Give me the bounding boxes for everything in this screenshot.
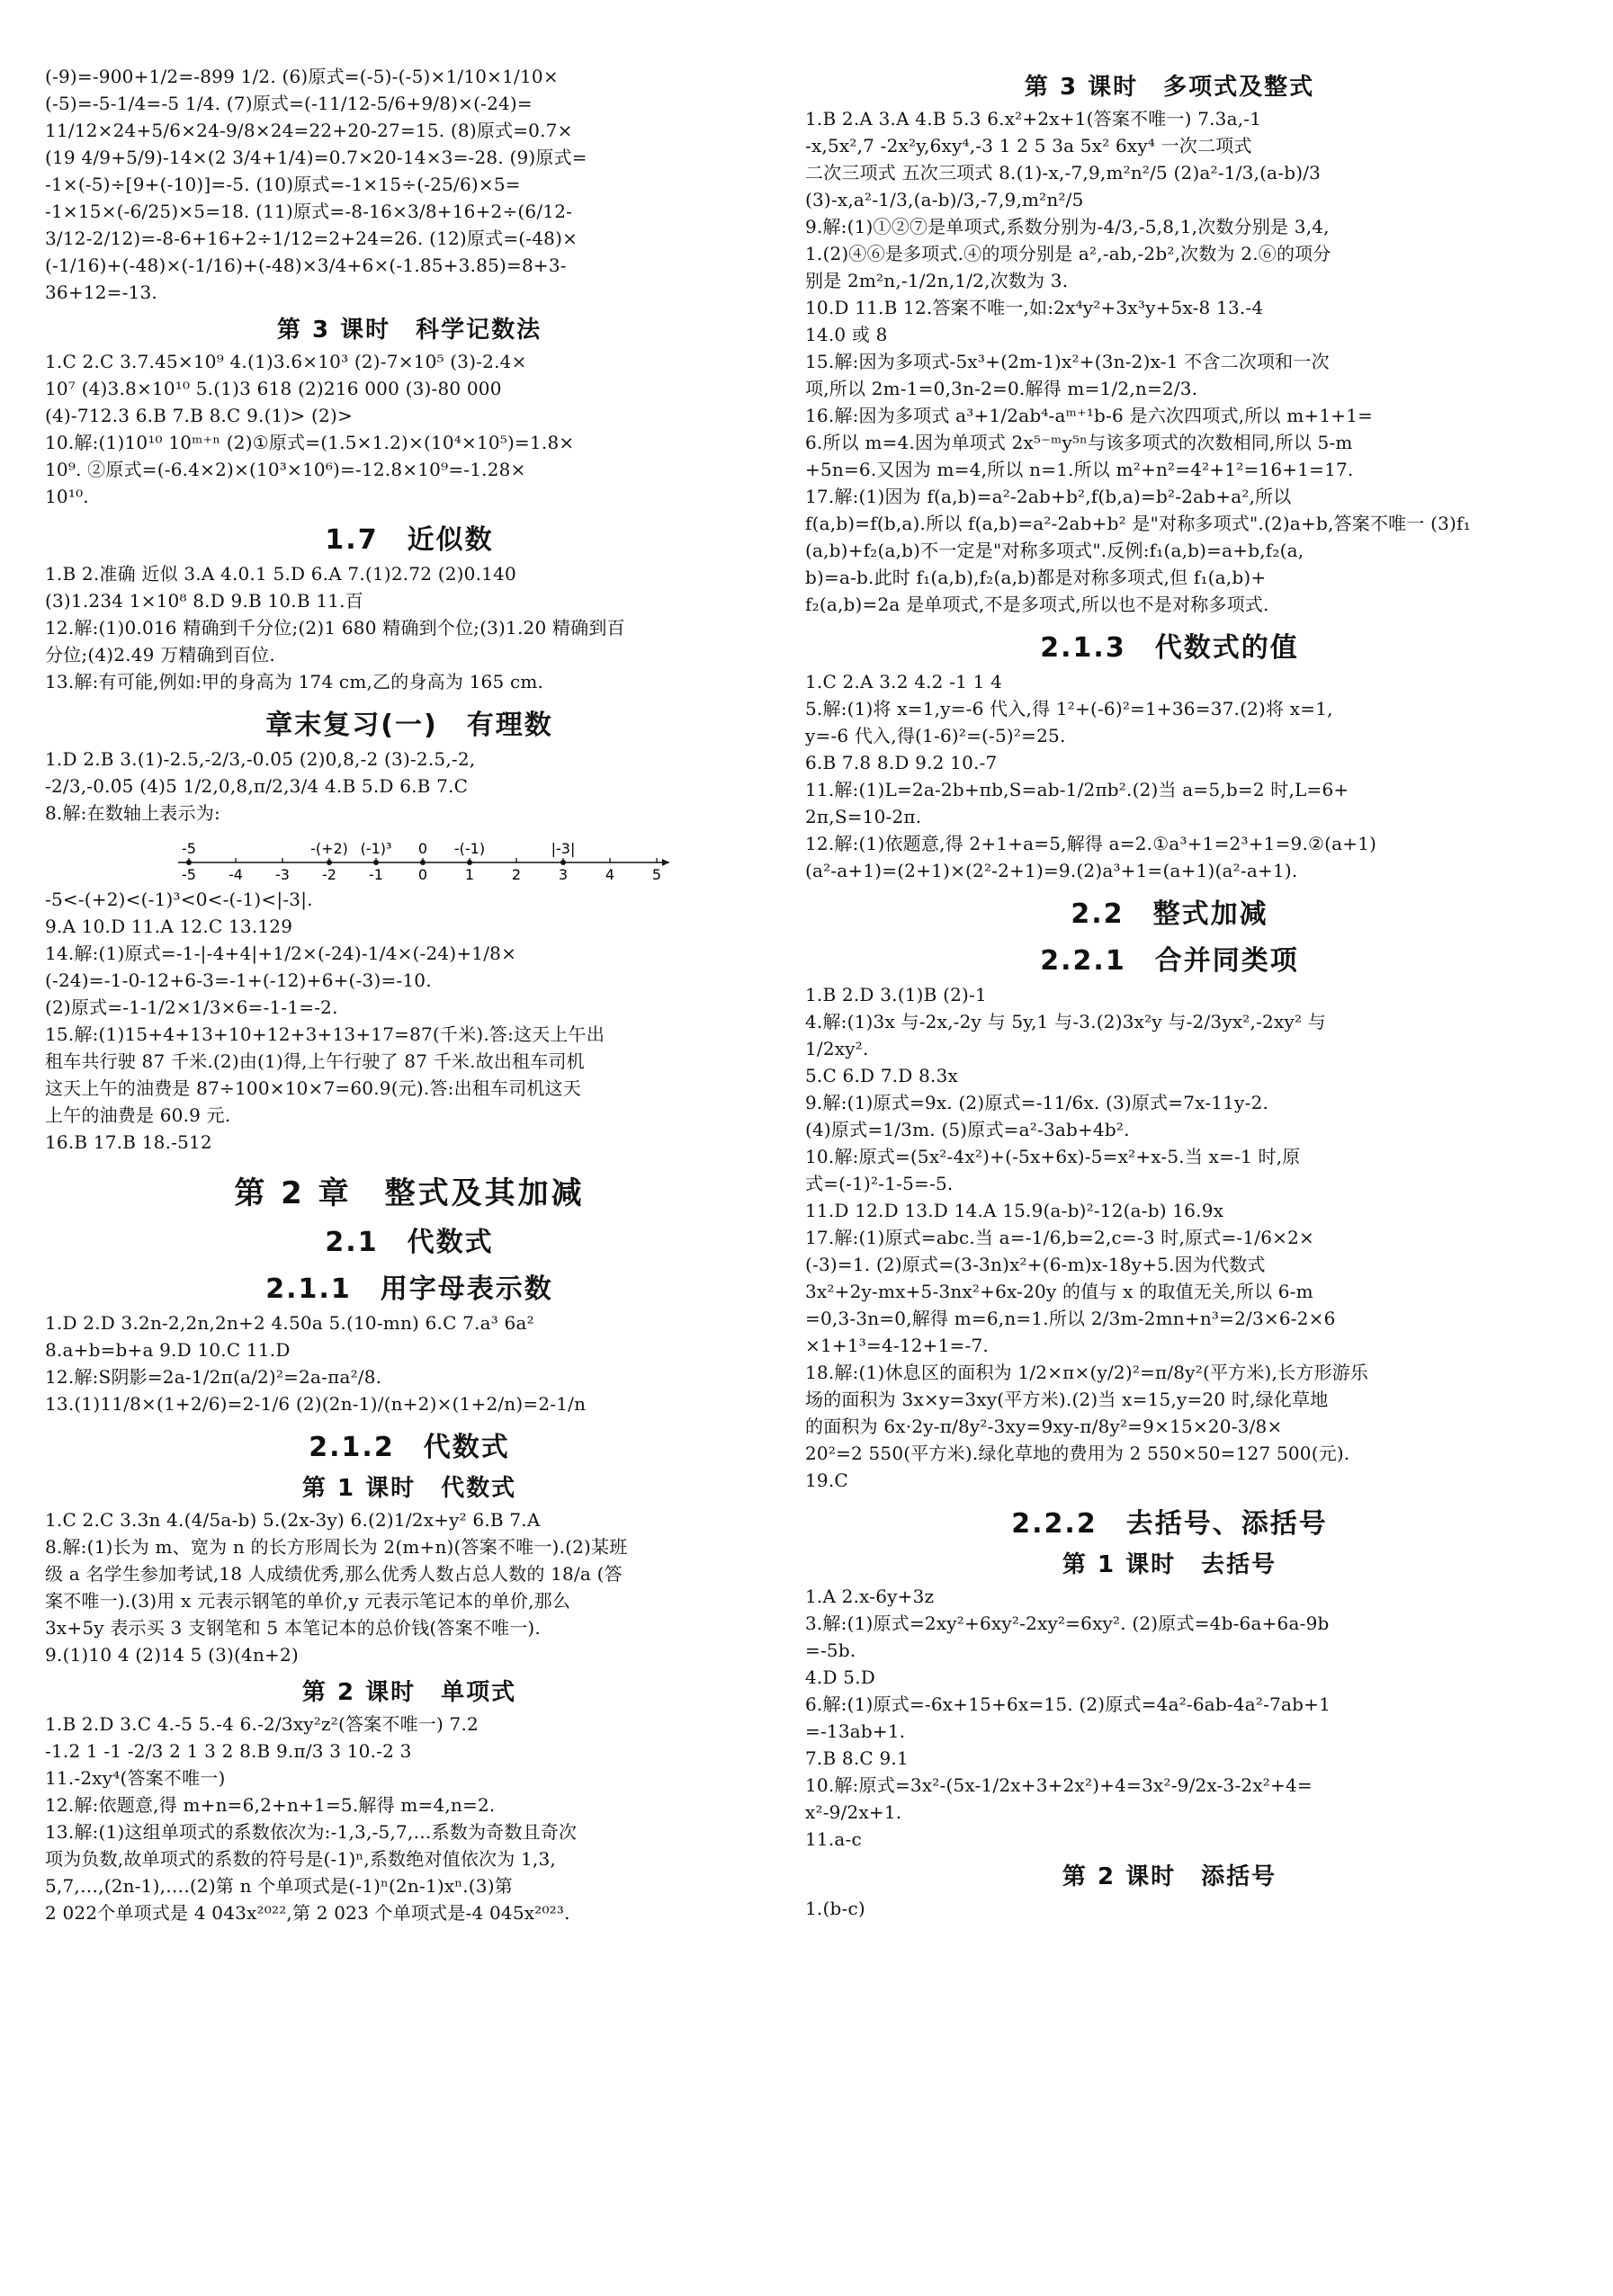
answer-line: 16.B 17.B 18.-512 xyxy=(45,1131,212,1153)
answer-line: 9.A 10.D 11.A 12.C 13.129 xyxy=(45,916,293,937)
answer-line: 10⁹. ②原式=(-6.4×2)×(10³×10⁶)=-12.8×10⁹=-1.28× xyxy=(45,459,526,480)
answer-line: 8.解:(1)长为 m、宽为 n 的长方形周长为 2(m+n)(答案不唯一).(2)某班 xyxy=(45,1536,628,1558)
answer-line: -1.2 1 -1 -2/3 2 1 3 2 8.B 9.π/3 3 10.-2 3 xyxy=(45,1740,412,1762)
section-heading: 第 1 课时 代数式 xyxy=(301,1475,517,1502)
answer-line: 1.C 2.C 3.3n 4.(4/5a-b) 5.(2x-3y) 6.(2)1/2x+y² 6.B 7.A xyxy=(45,1509,541,1531)
answer-line: 16.解:因为多项式 a³+1/2ab⁴-aᵐ⁺¹b-6 是六次四项式,所以 m+1+1= xyxy=(805,405,1374,426)
answer-line: 1.B 2.D 3.C 4.-5 5.-4 6.-2/3xy²z²(答案不唯一) 7.2 xyxy=(45,1713,479,1735)
answer-line: (a²-a+1)=(2+1)×(2²-2+1)=9.(2)a³+1=(a+1)(a²-a+1). xyxy=(805,860,1298,881)
answer-line: 场的面积为 3x×y=3xy(平方米).(2)当 x=15,y=20 时,绿化草地 xyxy=(805,1389,1329,1410)
answer-line: 10.D 11.B 12.答案不唯一,如:2x⁴y²+3x³y+5x-8 13.-4 xyxy=(805,297,1264,318)
answer-line: 10.解:(1)10¹⁰ 10ᵐ⁺ⁿ (2)①原式=(1.5×1.2)×(10⁴×10⁵)=1.8× xyxy=(45,432,575,453)
answer-line: 1.B 2.D 3.(1)B (2)-1 xyxy=(805,984,987,1005)
number-line-tick-label: 1 xyxy=(464,866,475,883)
section-heading: 2.1.3 代数式的值 xyxy=(1040,632,1299,664)
answer-line: 3.解:(1)原式=2xy²+6xy²-2xy²=6xy². (2)原式=4b-6a+6a-9b xyxy=(805,1613,1330,1634)
answer-line: 式=(-1)²-1-5=-5. xyxy=(805,1173,954,1194)
answer-line: f(a,b)=f(b,a).所以 f(a,b)=a²-2ab+b² 是"对称多项式".(2)a+b,答案不唯一 (3)f₁ xyxy=(805,513,1471,534)
answer-line: 10⁷ (4)3.8×10¹⁰ 5.(1)3 618 (2)216 000 (3)-80 000 xyxy=(45,378,502,399)
answer-line: 上午的油费是 60.9 元. xyxy=(45,1104,231,1126)
answer-line: 10.解:原式=(5x²-4x²)+(-5x+6x)-5=x²+x-5.当 x=-1 时,原 xyxy=(805,1146,1301,1167)
answer-line: +5n=6.又因为 m=4,所以 n=1.所以 m²+n²=4²+1²=16+1=17. xyxy=(805,459,1354,480)
answer-line: 1.C 2.A 3.2 4.2 -1 1 4 xyxy=(805,671,1002,692)
answer-line: (-5)=-5-1/4=-5 1/4. (7)原式=(-11/12-5/6+9/8)×(-24)= xyxy=(45,93,533,114)
answer-line: f₂(a,b)=2a 是单项式,不是多项式,所以也不是对称多项式. xyxy=(805,594,1269,615)
answer-line: 14.解:(1)原式=-1-|-4+4|+1/2×(-24)-1/4×(-24)+1/8× xyxy=(45,943,517,964)
number-line xyxy=(171,828,675,884)
answer-line: y=-6 代入,得(1-6)²=(-5)²=25. xyxy=(805,725,1066,746)
answer-line: 11.a-c xyxy=(805,1828,862,1850)
answer-line: 11.-2xy⁴(答案不唯一) xyxy=(45,1767,226,1789)
answer-line: 2 022个单项式是 4 043x²⁰²²,第 2 023 个单项式是-4 045x²⁰²³. xyxy=(45,1902,570,1924)
number-line-point-label: -(-1) xyxy=(453,840,486,857)
answer-line: 6.所以 m=4.因为单项式 2x⁵⁻ᵐy⁵ⁿ与该多项式的次数相同,所以 5-m xyxy=(805,432,1353,453)
answer-line: (3)-x,a²-1/3,(a-b)/3,-7,9,m²n²/5 xyxy=(805,189,1084,210)
answer-line: 别是 2m²n,-1/2n,1/2,次数为 3. xyxy=(805,270,1069,291)
answer-line: b)=a-b.此时 f₁(a,b),f₂(a,b)都是对称多项式,但 f₁(a,b)+ xyxy=(805,567,1267,588)
answer-line: 案不唯一).(3)用 x 元表示钢笔的单价,y 元表示笔记本的单价,那么 xyxy=(45,1590,571,1612)
answer-line: 12.解:(1)依题意,得 2+1+a=5,解得 a=2.①a³+1=2³+1=9.②(a+1) xyxy=(805,833,1377,854)
answer-line: ×1+1³=4-12+1=-7. xyxy=(805,1335,989,1356)
answer-line: (4)-712.3 6.B 7.B 8.C 9.(1)> (2)> xyxy=(45,405,353,426)
answer-line: 13.解:有可能,例如:甲的身高为 174 cm,乙的身高为 165 cm. xyxy=(45,671,544,692)
answer-line: 15.解:(1)15+4+13+10+12+3+13+17=87(千米).答:这天上午出 xyxy=(45,1023,605,1045)
section-heading: 2.2.1 合并同类项 xyxy=(1040,945,1299,977)
answer-line: (4)原式=1/3m. (5)原式=a²-3ab+4b². xyxy=(805,1119,1130,1140)
answer-line: 8.a+b=b+a 9.D 10.C 11.D xyxy=(45,1339,291,1361)
number-line-tick-label: 4 xyxy=(605,866,615,883)
section-heading: 章末复习(一) 有理数 xyxy=(265,710,553,741)
answer-line: 1.C 2.C 3.7.45×10⁹ 4.(1)3.6×10³ (2)-7×10⁵ (3)-2.4× xyxy=(45,351,527,372)
section-heading: 2.2.2 去括号、添括号 xyxy=(1011,1508,1328,1540)
number-line-point xyxy=(186,860,192,865)
answer-line: 11.D 12.D 13.D 14.A 15.9(a-b)²-12(a-b) 16.9x xyxy=(805,1200,1224,1221)
answer-line: 6.B 7.8 8.D 9.2 10.-7 xyxy=(805,752,998,773)
answer-line: 1.B 2.A 3.A 4.B 5.3 6.x²+2x+1(答案不唯一) 7.3a,-1 xyxy=(805,108,1262,130)
answer-line: 租车共行驶 87 千米.(2)由(1)得,上午行驶了 87 千米.故出租车司机 xyxy=(45,1050,585,1072)
answer-line: (3)1.234 1×10⁸ 8.D 9.B 10.B 11.百 xyxy=(45,590,363,612)
answer-line: 项为负数,故单项式的系数的符号是(-1)ⁿ,系数绝对值依次为 1,3, xyxy=(45,1848,556,1870)
section-heading: 1.7 近似数 xyxy=(325,524,494,556)
number-line-point xyxy=(327,860,332,865)
answer-line: (-3)=1. (2)原式=(3-3n)x²+(6-m)x-18y+5.因为代数式 xyxy=(805,1254,1266,1275)
answer-line: 3x+5y 表示买 3 支钢笔和 5 本笔记本的总价钱(答案不唯一). xyxy=(45,1617,541,1639)
number-line-point-label: -(+2) xyxy=(310,840,348,857)
answer-line: -1×(-5)÷[9+(-10)]=-5. (10)原式=-1×15÷(-25/6)×5= xyxy=(45,174,521,195)
section-heading: 第 1 课时 去括号 xyxy=(1062,1551,1277,1578)
answer-line: 20²=2 550(平方米).绿化草地的费用为 2 550×50=127 500(元). xyxy=(805,1443,1350,1464)
section-heading: 2.1.2 代数式 xyxy=(309,1432,510,1463)
answer-line: (19 4/9+5/9)-14×(2 3/4+1/4)=0.7×20-14×3=-28. (9)原式= xyxy=(45,147,587,168)
answer-line: 7.B 8.C 9.1 xyxy=(805,1747,909,1769)
number-line-point xyxy=(560,860,566,865)
answer-line: 1.D 2.D 3.2n-2,2n,2n+2 4.50a 5.(10-mn) 6.C 7.a³ 6a² xyxy=(45,1312,534,1334)
section-heading: 2.2 整式加减 xyxy=(1071,898,1268,930)
section-heading: 2.1 代数式 xyxy=(325,1227,494,1258)
answer-line: 3/12-2/12)=-8-6+16+2÷1/12=2+24=26. (12)原式=(-48)× xyxy=(45,228,578,249)
answer-line: 2π,S=10-2π. xyxy=(805,806,922,827)
answer-line: (a,b)+f₂(a,b)不一定是"对称多项式".反例:f₁(a,b)=a+b,f₂(a, xyxy=(805,540,1304,561)
answer-line: 15.解:因为多项式-5x³+(2m-1)x²+(3n-2)x-1 不含二次项和一次 xyxy=(805,351,1330,372)
answer-line: 9.解:(1)①②⑦是单项式,系数分别为-4/3,-5,8,1,次数分别是 3,4, xyxy=(805,216,1330,237)
section-heading: 第 2 章 整式及其加减 xyxy=(234,1175,585,1211)
number-line-point-label: (-1)³ xyxy=(360,840,392,857)
answer-line: 17.解:(1)原式=abc.当 a=-1/6,b=2,c=-3 时,原式=-1/6×2× xyxy=(805,1227,1315,1248)
answer-line: 项,所以 2m-1=0,3n-2=0.解得 m=1/2,n=2/3. xyxy=(805,378,1198,399)
answer-line: 1.B 2.准确 近似 3.A 4.0.1 5.D 6.A 7.(1)2.72 (2)0.140 xyxy=(45,563,516,585)
number-line-tick-label: -5 xyxy=(182,866,196,883)
answer-line: 9.解:(1)原式=9x. (2)原式=-11/6x. (3)原式=7x-11y-2. xyxy=(805,1092,1269,1113)
answer-line: 9.(1)10 4 (2)14 5 (3)(4n+2) xyxy=(45,1644,299,1666)
answer-line: 5,7,…,(2n-1),….(2)第 n 个单项式是(-1)ⁿ(2n-1)xⁿ.(3)第 xyxy=(45,1875,513,1897)
answer-line: 10¹⁰. xyxy=(45,486,89,507)
answer-line: 19.C xyxy=(805,1470,848,1491)
answer-line: 5.C 6.D 7.D 8.3x xyxy=(805,1065,958,1086)
number-line-point-label: |-3| xyxy=(551,840,576,857)
number-line-point-label: 0 xyxy=(417,840,428,857)
answer-line: 12.解:S阴影=2a-1/2π(a/2)²=2a-πa²/8. xyxy=(45,1366,382,1388)
number-line-tick-label: 3 xyxy=(558,866,569,883)
answer-line: x²-9/2x+1. xyxy=(805,1801,902,1823)
answer-line: =-5b. xyxy=(805,1639,856,1661)
answer-line: 36+12=-13. xyxy=(45,281,157,303)
answer-line: -5<-(+2)<(-1)³<0<-(-1)<|-3|. xyxy=(45,889,313,910)
answer-line: 这天上午的油费是 87÷100×10×7=60.9(元).答:出租车司机这天 xyxy=(45,1077,582,1099)
answer-line: 18.解:(1)休息区的面积为 1/2×π×(y/2)²=π/8y²(平方米),长方形游乐 xyxy=(805,1362,1369,1383)
answer-line: 的面积为 6x·2y-π/8y²-3xy=9xy-π/8y²=9×15×20-3/8× xyxy=(805,1416,1283,1437)
answer-line: -x,5x²,7 -2x²y,6xy⁴,-3 1 2 5 3a 5x² 6xy⁴ 一次二项式 xyxy=(805,135,1252,156)
number-line-point xyxy=(467,860,472,865)
number-line-tick-label: -2 xyxy=(322,866,336,883)
answer-line: 1.(b-c) xyxy=(805,1898,865,1919)
number-line-point xyxy=(420,860,426,865)
section-heading: 第 2 课时 单项式 xyxy=(301,1679,517,1706)
answer-line: 1.A 2.x-6y+3z xyxy=(805,1586,935,1607)
right-column xyxy=(805,63,1534,1922)
answer-line: 11/12×24+5/6×24-9/8×24=22+20-27=15. (8)原式=0.7× xyxy=(45,120,573,141)
section-heading: 第 3 课时 科学记数法 xyxy=(276,317,542,344)
answer-line: 1.D 2.B 3.(1)-2.5,-2/3,-0.0̇5̇ (2)0,8,-2 (3)-2.5,-2, xyxy=(45,748,476,770)
answer-line: (-9)=-900+1/2=-899 1/2. (6)原式=(-5)-(-5)×1/10×1/10× xyxy=(45,66,559,87)
answer-line: 级 a 名学生参加考试,18 人成绩优秀,那么优秀人数占总人数的 18/a (答 xyxy=(45,1563,623,1585)
answer-line: 6.解:(1)原式=-6x+15+6x=15. (2)原式=4a²-6ab-4a²-7ab+1 xyxy=(805,1693,1331,1715)
answer-line: (-1/16)+(-48)×(-1/16)+(-48)×3/4+6×(-1.85+3.85)=8+3- xyxy=(45,255,567,276)
section-heading: 第 3 课时 多项式及整式 xyxy=(1024,74,1315,101)
number-line-arrow-icon xyxy=(662,859,669,866)
answer-line: 12.解:依题意,得 m+n=6,2+n+1=5.解得 m=4,n=2. xyxy=(45,1794,496,1816)
number-line-tick-label: 2 xyxy=(511,866,522,883)
answer-line: 17.解:(1)因为 f(a,b)=a²-2ab+b²,f(b,a)=b²-2ab+a²,所以 xyxy=(805,486,1292,507)
answer-line: 分位;(4)2.49 万精确到百位. xyxy=(45,644,275,666)
answer-line: -1×15×(-6/25)×5=18. (11)原式=-8-16×3/8+16+2÷(6/12- xyxy=(45,201,573,222)
number-line-tick-label: -4 xyxy=(229,866,243,883)
answer-line: 二次三项式 五次三项式 8.(1)-x,-7,9,m²n²/5 (2)a²-1/3,(a-b)/3 xyxy=(805,162,1322,183)
answer-line: =0,3-3n=0,解得 m=6,n=1.所以 2/3m-2mn+n³=2/3×6-2×6 xyxy=(805,1308,1336,1329)
answer-line: 1/2xy². xyxy=(805,1038,869,1059)
answer-line: 4.D 5.D xyxy=(805,1666,875,1688)
answer-line: 1.(2)④⑥是多项式.④的项分别是 a²,-ab,-2b²,次数为 2.⑥的项分 xyxy=(805,243,1331,264)
answer-line: 10.解:原式=3x²-(5x-1/2x+3+2x²)+4=3x²-9/2x-3-2x²+4= xyxy=(805,1774,1313,1796)
answer-line: (-24)=-1-0-12+6-3=-1+(-12)+6+(-3)=-10. xyxy=(45,969,432,991)
answer-line: 3x²+2y-mx+5-3nx²+6x-20y 的值与 x 的取值无关,所以 6-m xyxy=(805,1281,1313,1302)
answer-line: 13.解:(1)这组单项式的系数依次为:-1,3,-5,7,…系数为奇数且奇次 xyxy=(45,1821,578,1843)
number-line-tick-label: 0 xyxy=(417,866,428,883)
answer-line: -2/3,-0.0̇5̇ (4)5 1/2,0,8,π/2,3/4 4.B 5.D 6.B 7.C xyxy=(45,775,469,797)
left-column xyxy=(45,63,774,1926)
section-heading: 第 2 课时 添括号 xyxy=(1062,1863,1277,1890)
answer-line: 4.解:(1)3x 与-2x,-2y 与 5y,1 与-3.(2)3x²y 与-2/3yx²,-2xy² 与 xyxy=(805,1011,1326,1032)
answer-line: 14.0 或 8 xyxy=(805,324,888,345)
answer-line: 5.解:(1)将 x=1,y=-6 代入,得 1²+(-6)²=1+36=37.(2)将 x=1, xyxy=(805,698,1333,719)
number-line-tick-label: -3 xyxy=(275,866,290,883)
number-line-point xyxy=(373,860,379,865)
number-line-point-label: -5 xyxy=(182,840,196,857)
number-line-tick-label: 5 xyxy=(651,866,662,883)
answer-line: 11.解:(1)L=2a-2b+πb,S=ab-1/2πb².(2)当 a=5,b=2 时,L=6+ xyxy=(805,779,1349,800)
number-line-tick-label: -1 xyxy=(369,866,383,883)
answer-line: 13.(1)11/8×(1+2/6)=2-1/6 (2)(2n-1)/(n+2)×(1+2/n)=2-1/n xyxy=(45,1393,587,1415)
answer-line: =-13ab+1. xyxy=(805,1720,906,1742)
answer-line: 12.解:(1)0.016 精确到千分位;(2)1 680 精确到个位;(3)1.20 精确到百 xyxy=(45,617,625,639)
answer-line: 8.解:在数轴上表示为: xyxy=(45,802,220,824)
section-heading: 2.1.1 用字母表示数 xyxy=(265,1273,553,1305)
answer-line: (2)原式=-1-1/2×1/3×6=-1-1=-2. xyxy=(45,996,338,1018)
